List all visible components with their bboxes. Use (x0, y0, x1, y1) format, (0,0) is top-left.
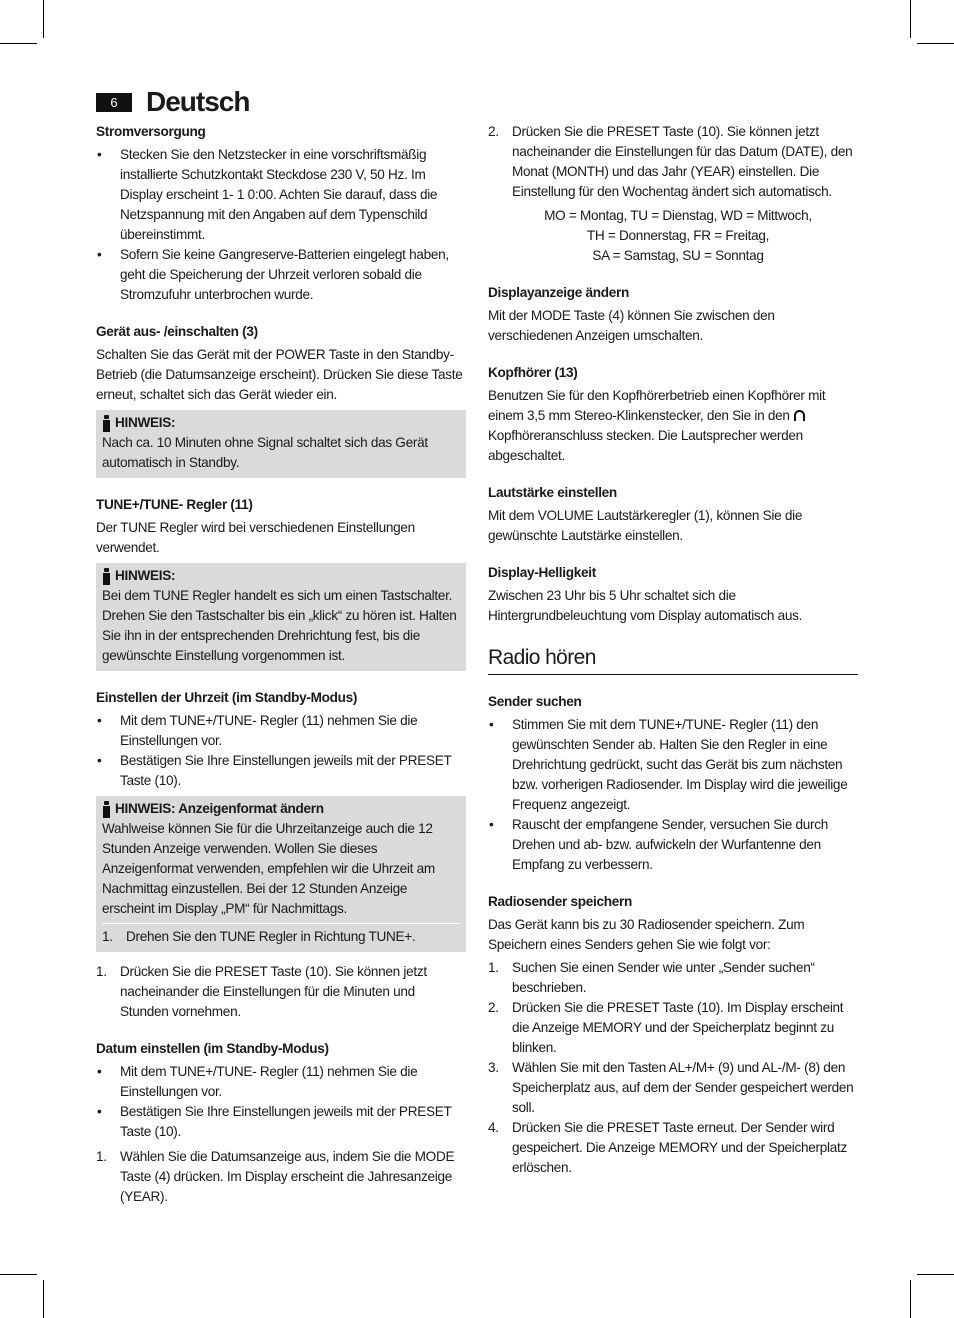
step-number: 3. (488, 1060, 499, 1075)
list-item (96, 962, 466, 1022)
list-item: • Stimmen Sie mit dem TUNE+/TUNE- Regler (11) den gewünschten Sender ab. Halten Sie den Regler in eine Drehrichtung gedrückt, sucht das Gerät bis zum nächsten bzw. vorherigen Radiosender. Im Display wird die jeweilige Frequenz angezeigt. (488, 715, 858, 815)
headphone-icon (794, 410, 805, 421)
section-title: TUNE+/TUNE- Regler (11) (96, 497, 253, 512)
paragraph: Schalten Sie das Gerät mit der POWER Taste in den Standby-Betrieb (die Datumsanzeige erscheint). Drücken Sie diese Taste erneut, schaltet sich das Gerät wieder ein. (96, 347, 463, 402)
section-title: Radiosender speichern (488, 894, 633, 909)
section-title: Lautstärke einstellen (488, 485, 617, 500)
weekday-legend (488, 206, 858, 266)
crop-mark (910, 1280, 911, 1318)
left-column (96, 122, 466, 1207)
weekday-line: TH = Donnerstag, FR = Freitag, (586, 228, 770, 243)
list-item: • Sofern Sie keine Gangreserve-Batterien eingelegt haben, geht die Speicherung der Uhrzeit verloren sobald die Stromzufuhr unterbrochen wurde. (96, 245, 466, 305)
list-item: • Rauscht der empfangene Sender, versuchen Sie durch Drehen und ab- bzw. aufwickeln der Wurfantenne den Empfang zu verbessern. (488, 815, 858, 875)
section-title: Displayanzeige ändern (488, 285, 630, 300)
bullet-list (96, 711, 466, 791)
note-divider (102, 923, 460, 947)
section-power-switch (96, 322, 466, 478)
section-brightness (488, 563, 858, 626)
step-text: Wählen Sie mit den Tasten AL+/M+ (9) und AL-/M- (8) den Speicherplatz aus, auf dem der Sender gespeichert werden soll. (512, 1060, 854, 1115)
paragraph: Zwischen 23 Uhr bis 5 Uhr schaltet sich die Hintergrundbeleuchtung vom Display automatisch aus. (488, 588, 803, 623)
note-title: HINWEIS: Anzeigenformat ändern (115, 801, 324, 816)
text-part: Benutzen Sie für den Kopfhörerbetrieb einen Kopfhörer mit einem 3,5 mm Stereo-Klinkenstecker, den Sie in den (488, 388, 826, 423)
list-item (488, 122, 858, 202)
note-box (96, 563, 466, 671)
info-icon (102, 801, 111, 818)
note-header (102, 566, 460, 586)
section-title: Display-Helligkeit (488, 565, 596, 580)
step-number: 2. (488, 124, 499, 139)
paragraph: Der TUNE Regler wird bei verschiedenen Einstellungen verwendet. (96, 520, 415, 555)
paragraph (488, 386, 858, 466)
step-number: 4. (488, 1120, 499, 1135)
note-title: HINWEIS: (115, 568, 176, 583)
bullet-list (488, 715, 858, 875)
step-text: Drücken Sie die PRESET Taste erneut. Der Sender wird gespeichert. Die Anzeige MEMORY und der Speicherplatz erlöschen. (512, 1120, 847, 1175)
note-text: Nach ca. 10 Minuten ohne Signal schaltet sich das Gerät automatisch in Standby. (102, 435, 428, 470)
weekday-line: MO = Montag, TU = Dienstag, WD = Mittwoch, (544, 208, 812, 223)
info-icon (102, 415, 111, 432)
list-item (488, 958, 858, 998)
page-header (96, 84, 249, 120)
list-item (96, 1147, 466, 1207)
section-station-search (488, 692, 858, 875)
crop-mark (0, 43, 37, 44)
section-tune-control (96, 495, 466, 671)
section-title: Gerät aus- /einschalten (3) (96, 324, 258, 339)
section-station-store (488, 892, 858, 1178)
note-box (96, 796, 466, 952)
crop-mark (917, 43, 954, 44)
bullet-list (96, 1062, 466, 1142)
step-text: Drücken Sie die PRESET Taste (10). Sie können jetzt nacheinander die Einstellungen für das Datum (DATE), den Monat (MONTH) und das Jahr (YEAR) einstellen. Die Einstellung für den Wochentag ändert sich automatisch. (512, 124, 853, 199)
numbered-list (96, 962, 466, 1022)
numbered-list (102, 927, 460, 947)
bullet-list (96, 145, 466, 305)
list-item (488, 1118, 858, 1178)
section-title: Einstellen der Uhrzeit (im Standby-Modus) (96, 690, 358, 705)
step-number: 2. (488, 1000, 499, 1015)
section-title: Kopfhörer (13) (488, 365, 578, 380)
step-text: Drehen Sie den TUNE Regler in Richtung TUNE+. (126, 929, 416, 944)
section-title: Stromversorgung (96, 124, 206, 139)
crop-mark (43, 0, 44, 38)
list-item: • Bestätigen Sie Ihre Einstellungen jeweils mit der PRESET Taste (10). (96, 1102, 466, 1142)
numbered-list (488, 958, 858, 1178)
step-text: Drücken Sie die PRESET Taste (10). Sie können jetzt nacheinander die Einstellungen für die Minuten und Stunden vornehmen. (120, 964, 427, 1019)
list-item (102, 927, 460, 947)
section-set-time (96, 688, 466, 1022)
list-item: • Stecken Sie den Netzstecker in eine vorschriftsmäßig installierte Schutzkontakt Steckdose 230 V, 50 Hz. Im Display erscheint 1- 1 0:00. Achten Sie darauf, dass die Netzspannung mit den Angaben auf dem Typenschild übereinstimmt. (96, 145, 466, 245)
step-number: 1. (102, 929, 113, 944)
step-number: 1. (96, 1149, 107, 1164)
page-title: Deutsch (146, 86, 250, 117)
step-number: 1. (96, 964, 107, 979)
text-part: Kopfhöreranschluss stecken. Die Lautsprecher werden abgeschaltet. (488, 428, 803, 463)
list-item: • Mit dem TUNE+/TUNE- Regler (11) nehmen Sie die Einstellungen vor. (96, 711, 466, 751)
note-header (102, 799, 460, 819)
note-text: Wahlweise können Sie für die Uhrzeitanzeige auch die 12 Stunden Anzeige verwenden. Wollen Sie dieses Anzeigenformat verwenden, empfehlen wir die Uhrzeit am Nachmittag einzustellen. Bei der 12 Stunden Anzeige erscheint im Display „PM“ für Nachmittags. (102, 821, 435, 916)
crop-mark (917, 1274, 954, 1275)
list-item (488, 1058, 858, 1118)
note-title: HINWEIS: (115, 415, 176, 430)
numbered-list (488, 122, 858, 202)
section-title: Sender suchen (488, 694, 582, 709)
chapter-heading: Radio hören (488, 644, 858, 675)
crop-mark (910, 0, 911, 38)
weekday-line: SA = Samstag, SU = Sonntag (592, 248, 764, 263)
right-column (488, 122, 858, 1178)
note-box (96, 410, 466, 478)
section-set-date (96, 1039, 466, 1207)
section-power-supply (96, 122, 466, 305)
crop-mark (0, 1274, 37, 1275)
list-item: • Bestätigen Sie Ihre Einstellungen jeweils mit der PRESET Taste (10). (96, 751, 466, 791)
paragraph: Mit dem VOLUME Lautstärkeregler (1), können Sie die gewünschte Lautstärke einstellen. (488, 508, 803, 543)
page-number: 6 (96, 93, 132, 112)
note-text: Bei dem TUNE Regler handelt es sich um einen Tastschalter. Drehen Sie den Tastschalter bis ein „klick“ zu hören ist. Halten Sie ihn in der entsprechenden Drehrichtung fest, bis die gewünschte Einstellung vorgenommen ist. (102, 588, 457, 663)
paragraph: Das Gerät kann bis zu 30 Radiosender speichern. Zum Speichern eines Senders gehen Sie wie folgt vor: (488, 917, 805, 952)
step-text: Suchen Sie einen Sender wie unter „Sender suchen“ beschrieben. (512, 960, 815, 995)
section-display-mode (488, 283, 858, 346)
note-header (102, 413, 460, 433)
step-number: 1. (488, 960, 499, 975)
crop-mark (43, 1280, 44, 1318)
step-text: Drücken Sie die PRESET Taste (10). Im Display erscheint die Anzeige MEMORY und der Speicherplatz beginnt zu blinken. (512, 1000, 844, 1055)
list-item: • Mit dem TUNE+/TUNE- Regler (11) nehmen Sie die Einstellungen vor. (96, 1062, 466, 1102)
paragraph: Mit der MODE Taste (4) können Sie zwischen den verschiedenen Anzeigen umschalten. (488, 308, 775, 343)
numbered-list (96, 1147, 466, 1207)
section-title: Datum einstellen (im Standby-Modus) (96, 1041, 329, 1056)
info-icon (102, 568, 111, 585)
section-volume (488, 483, 858, 546)
section-headphones (488, 363, 858, 466)
step-text: Wählen Sie die Datumsanzeige aus, indem Sie die MODE Taste (4) drücken. Im Display erscheint die Jahresanzeige (YEAR). (120, 1149, 455, 1204)
list-item (488, 998, 858, 1058)
